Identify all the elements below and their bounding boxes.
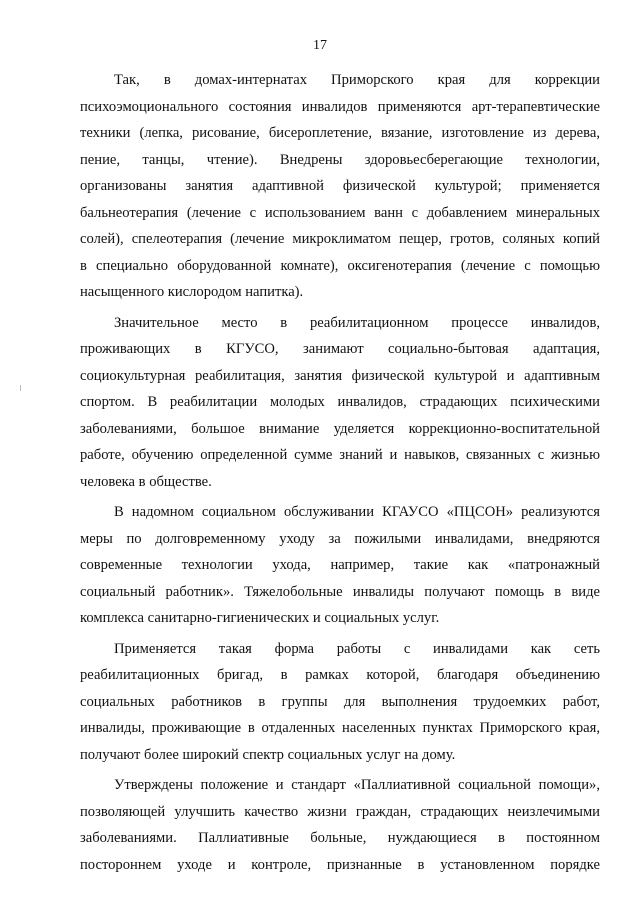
paragraph-line: Значительное место в реабилитационном процессе инвалидов, bbox=[114, 314, 600, 331]
paragraph-line: спортом. В реабилитации молодых инвалидов, страдающих психическими bbox=[80, 394, 600, 410]
paragraph-5 bbox=[80, 772, 600, 878]
paragraph-line: насыщенного кислородом напитка). bbox=[80, 284, 304, 300]
paragraph-line: заболеваниями, большое внимание уделяется коррекционно-воспитательной bbox=[80, 420, 600, 437]
paragraph-3 bbox=[80, 499, 600, 632]
paragraph-line: человека в обществе. bbox=[80, 473, 212, 490]
document-body bbox=[80, 67, 600, 878]
margin-mark bbox=[20, 385, 21, 391]
paragraph-2 bbox=[80, 310, 600, 496]
paragraph-line: социальных работников в группы для выполнения трудоемких работ, bbox=[80, 693, 600, 710]
paragraph-line: пение, танцы, чтение). Внедрены здоровьесберегающие технологии, bbox=[80, 151, 600, 168]
paragraph-line: получают более широкий спектр социальных услуг на дому. bbox=[80, 746, 456, 763]
paragraph-line: инвалиды, проживающие в отдаленных населенных пунктах Приморского края, bbox=[80, 720, 600, 736]
paragraph-line: солей), спелеотерапия (лечение микроклиматом пещер, гротов, соляных копий bbox=[80, 231, 600, 247]
page-number: 17 bbox=[313, 38, 327, 53]
paragraph-line: организованы занятия адаптивной физической культурой; применяется bbox=[80, 178, 600, 194]
paragraph-line: современные технологии ухода, например, такие как «патронажный bbox=[80, 557, 600, 573]
paragraph-line: социальный работник». Тяжелобольные инвалиды получают помощь в виде bbox=[80, 583, 600, 600]
paragraph-4 bbox=[80, 636, 600, 769]
paragraph-line: Применяется такая форма работы с инвалидами как сеть bbox=[114, 640, 600, 657]
paragraph-line: проживающих в КГУСО, занимают социально-бытовая адаптация, bbox=[80, 341, 600, 357]
paragraph-line: заболеваниями. Паллиативные больные, нуждающиеся в постоянном bbox=[80, 830, 600, 846]
paragraph-line: меры по долговременному уходу за пожилыми инвалидами, внедряются bbox=[80, 530, 600, 547]
paragraph-line: Так, в домах-интернатах Приморского края для коррекции bbox=[114, 72, 600, 88]
paragraph-line: комплекса санитарно-гигиенических и социальных услуг. bbox=[80, 610, 440, 626]
paragraph-line: социокультурная реабилитация, занятия физической культурой и адаптивным bbox=[80, 367, 600, 384]
paragraph-line: В надомном социальном обслуживании КГАУСО «ПЦСОН» реализуются bbox=[114, 504, 600, 520]
paragraph-line: психоэмоционального состояния инвалидов применяются арт-терапевтические bbox=[80, 98, 600, 115]
paragraph-line: техники (лепка, рисование, бисероплетение, вязание, изготовление из дерева, bbox=[80, 125, 600, 141]
paragraph-line: работе, обучению определенной сумме знаний и навыков, связанных с жизнью bbox=[80, 447, 600, 463]
paragraph-line: реабилитационных бригад, в рамках которой, благодаря объединению bbox=[80, 667, 600, 683]
paragraph-line: постороннем уходе и контроле, признанные в установленном порядке bbox=[80, 856, 600, 873]
paragraph-line: Утверждены положение и стандарт «Паллиативной социальной помощи», bbox=[114, 777, 600, 793]
paragraph-line: позволяющей улучшить качество жизни граждан, страдающих неизлечимыми bbox=[80, 803, 600, 820]
paragraph-1 bbox=[80, 67, 600, 306]
paragraph-line: бальнеотерапия (лечение с использованием ванн с добавлением минеральных bbox=[80, 204, 600, 221]
paragraph-line: в специально оборудованной комнате), оксигенотерапия (лечение с помощью bbox=[80, 257, 600, 274]
